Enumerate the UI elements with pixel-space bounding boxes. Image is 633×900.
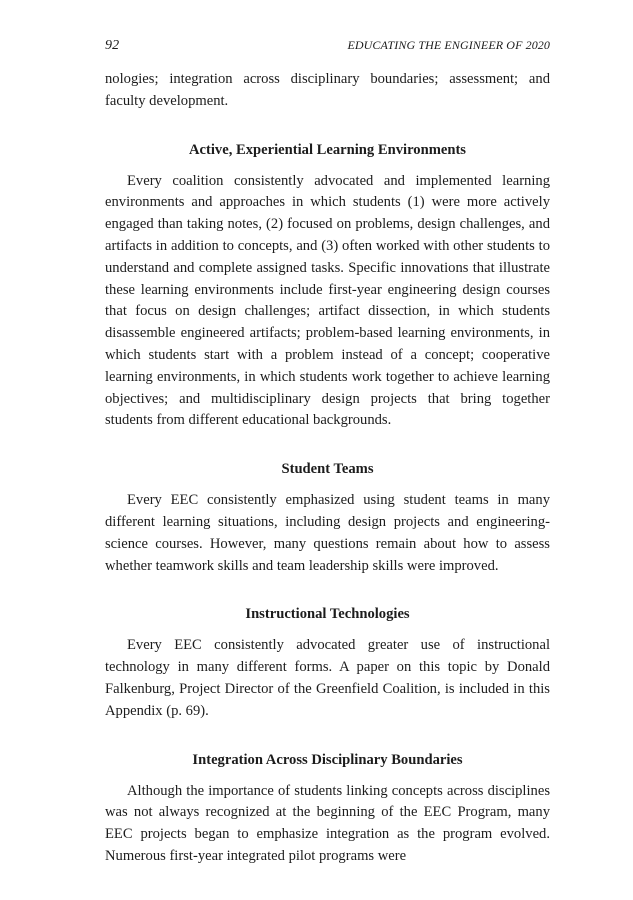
section-heading-student-teams: Student Teams bbox=[281, 461, 374, 478]
running-title: EDUCATING THE ENGINEER OF 2020 bbox=[347, 38, 550, 52]
section-body-integration: Although the importance of students linking concepts across disciplines was not always recognized at the beginning of the EEC Program, many EEC projects began to emphasize integration as the program evolved. Numerous first-year integrated pilot programs were bbox=[105, 782, 550, 864]
page-number: 92 bbox=[105, 38, 120, 53]
page-content bbox=[105, 69, 550, 868]
section-body-instructional-technologies: Every EEC consistently advocated greater use of instructional technology in many different forms. A paper on this topic by Donald Falkenburg, Project Director of the Greenfield Coalition, is included in this Appendix (p. 69). bbox=[105, 637, 550, 719]
section-heading-instructional-technologies: Instructional Technologies bbox=[245, 606, 410, 623]
section-body-student-teams: Every EEC consistently emphasized using student teams in many different learning situations, including design projects and engineering-science courses. However, many questions remain about how to assess whether teamwork skills and team leadership skills were improved. bbox=[105, 492, 550, 574]
running-header bbox=[105, 38, 550, 54]
section-heading-integration: Integration Across Disciplinary Boundaries bbox=[192, 751, 463, 768]
section-heading-active-learning: Active, Experiential Learning Environments bbox=[188, 141, 466, 158]
section-body-active-learning: Every coalition consistently advocated and implemented learning environments and approaches in which students (1) were more actively engaged than taking notes, (2) focused on problems, design challenges, and artifacts in addition to concepts, and (3) often worked with other students to understand and complete assigned tasks. Specific innovations that illustrate these learning environments include first-year engineering design courses that focus on design challenges; artifact dissection, in which students disassemble engineered artifacts; problem-based learning environments, in which students start with a problem instead of a concept; cooperative learning environments, in which students work together to achieve learning objectives; and multidisciplinary design projects that bring together students from different educational backgrounds. bbox=[105, 172, 550, 429]
intro-paragraph: nologies; integration across disciplinary boundaries; assessment; and faculty development. bbox=[105, 71, 550, 109]
